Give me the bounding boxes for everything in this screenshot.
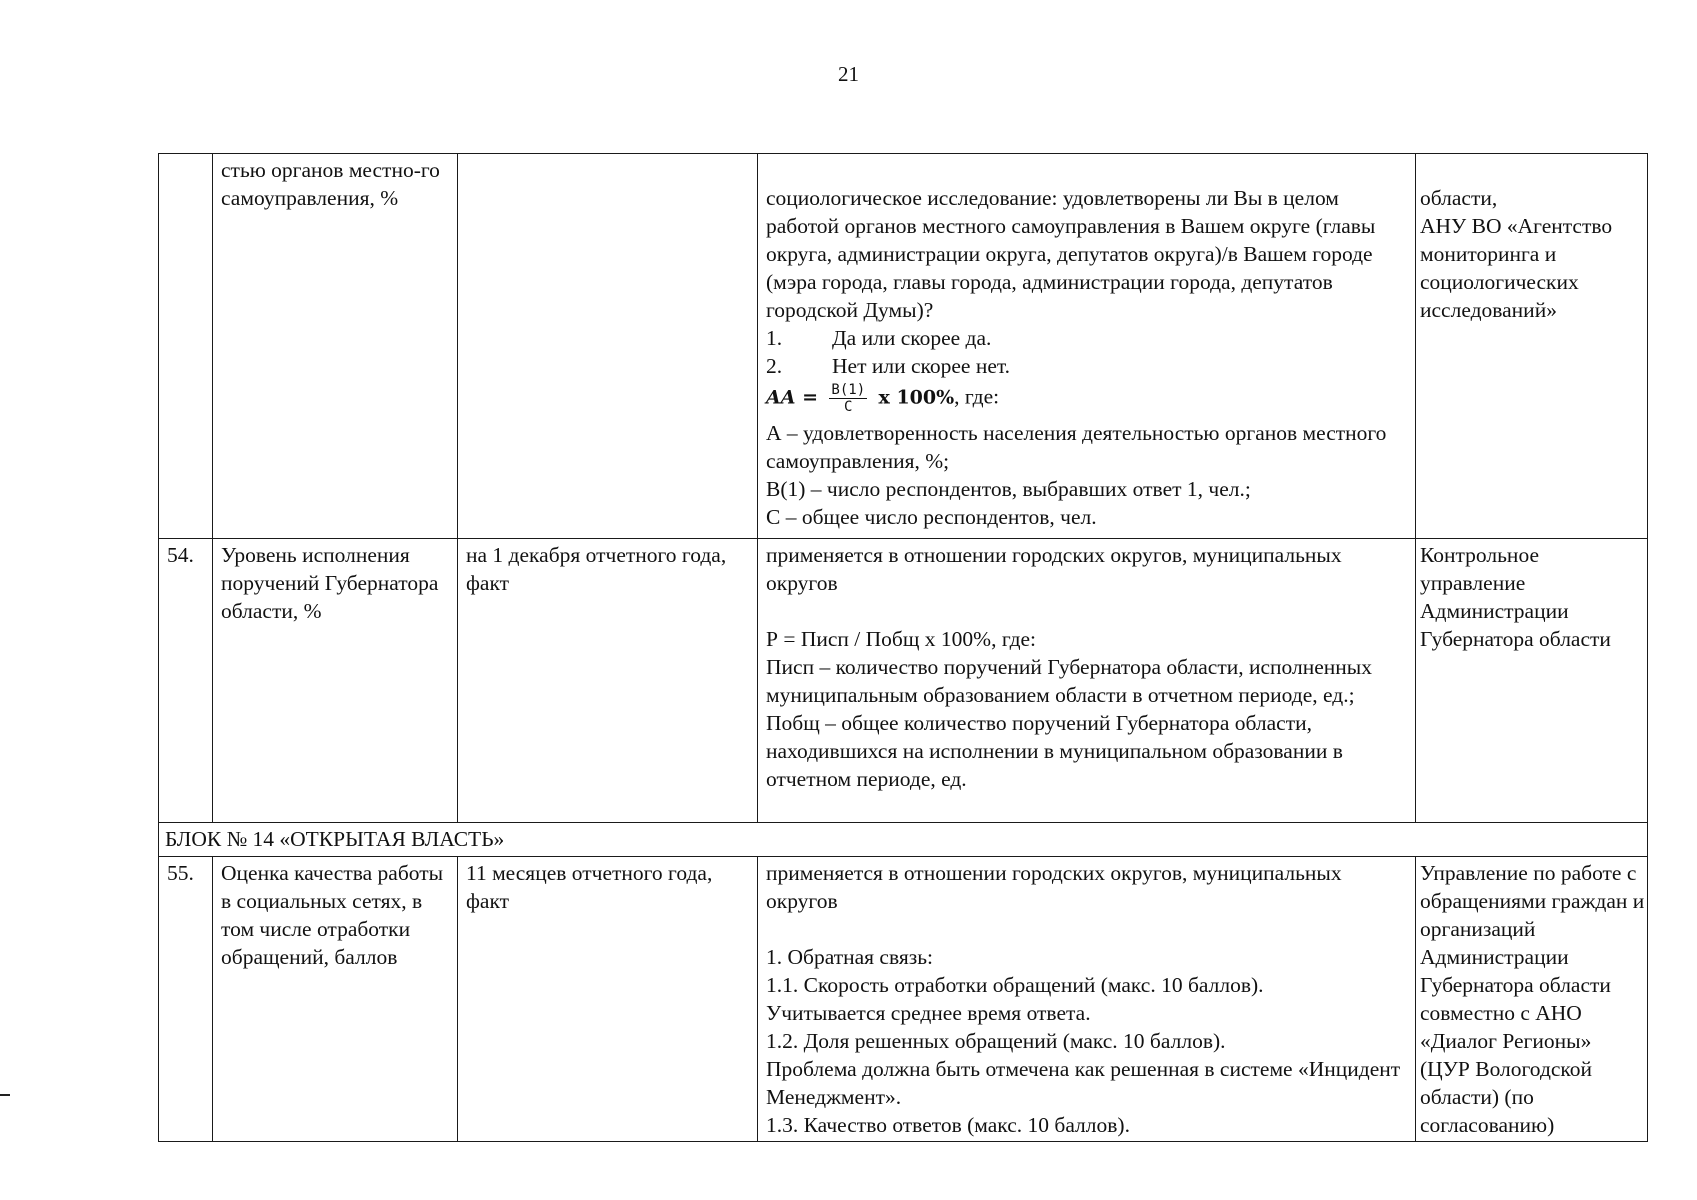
method-line: Проблема должна быть отмечена как решенная в системе «Инцидент Менеджмент». bbox=[766, 1057, 1401, 1109]
source-cell: Управление по работе с обращениями граждан и организаций Администрации Губернатора области совместно с АНО «Диалог Регионы» (ЦУР Вологодской области) (по согласованию) bbox=[1416, 857, 1648, 1142]
method-line: 1.2. Доля решенных обращений (макс. 10 баллов). bbox=[766, 1029, 1226, 1053]
definition: Побщ – общее количество поручений Губернатора области, находившихся на исполнении в муниципальном образовании в отчетном периоде, ед. bbox=[766, 711, 1343, 791]
page-number: 21 bbox=[838, 62, 859, 86]
table-row-55 bbox=[159, 857, 1648, 1142]
block-header-row bbox=[159, 823, 1648, 857]
formula-suffix: , где: bbox=[954, 384, 1000, 409]
indicator-name: Уровень исполнения поручений Губернатора области, % bbox=[213, 539, 458, 823]
period-cell: 11 месяцев отчетного года, факт bbox=[458, 857, 758, 1142]
definition: Писп – количество поручений Губернатора области, исполненных муниципальным образованием области в отчетном периоде, ед.; bbox=[766, 655, 1372, 707]
method-line: 1.3. Качество ответов (макс. 10 баллов). bbox=[766, 1113, 1130, 1137]
source-cell: Контрольное управление Администрации Губернатора области bbox=[1416, 539, 1648, 823]
method-intro: применяется в отношении городских округов, муниципальных округов bbox=[766, 543, 1342, 595]
option-item: 1. Да или скорее да. bbox=[766, 326, 992, 350]
definition: А – удовлетворенность населения деятельностью органов местного самоуправления, %; bbox=[766, 421, 1387, 473]
method-intro: социологическое исследование: удовлетворены ли Вы в целом работой органов местного самоуправления в Вашем округе (главы округа, администрации округа, депутатов округа)/в Вашем городе (мэра города, главы города, администрации города, депутатов городской Думы)? bbox=[766, 186, 1376, 322]
formula: Р = Писп / Побщ х 100%, где: bbox=[766, 627, 1037, 651]
method-line: 1. Обратная связь: bbox=[766, 945, 933, 969]
period-cell bbox=[458, 154, 758, 539]
formula-rhs: x 100% bbox=[878, 386, 955, 409]
method-intro: применяется в отношении городских округов, муниципальных округов bbox=[766, 861, 1342, 913]
table-row-continued bbox=[159, 154, 1648, 539]
block-title: БЛОК № 14 «ОТКРЫТАЯ ВЛАСТЬ» bbox=[159, 823, 1648, 857]
indicators-table bbox=[158, 153, 1648, 1142]
margin-mark bbox=[0, 1094, 10, 1096]
indicator-name bbox=[213, 154, 458, 539]
method-cell bbox=[758, 857, 1416, 1142]
method-cell bbox=[758, 539, 1416, 823]
method-line: 1.1. Скорость отработки обращений (макс. 10 баллов). bbox=[766, 973, 1264, 997]
period-cell: на 1 декабря отчетного года, факт bbox=[458, 539, 758, 823]
method-cell bbox=[758, 154, 1416, 539]
indicator-name: Оценка качества работы в социальных сетях, в том числе отработки обращений, баллов bbox=[213, 857, 458, 1142]
formula-denominator: C bbox=[844, 399, 853, 415]
definition: С – общее число респондентов, чел. bbox=[766, 505, 1097, 529]
source-cell bbox=[1416, 154, 1648, 539]
definition: В(1) – число респондентов, выбравших ответ 1, чел.; bbox=[766, 477, 1251, 501]
row-number: 55. bbox=[159, 857, 213, 1142]
row-number bbox=[159, 154, 213, 539]
formula bbox=[766, 380, 1407, 419]
indicator-text: стью органов местно-го самоуправления, % bbox=[221, 158, 440, 210]
method-line: Учитывается среднее время ответа. bbox=[766, 1001, 1091, 1025]
row-number: 54. bbox=[159, 539, 213, 823]
formula-fraction bbox=[829, 382, 867, 415]
option-item: 2. Нет или скорее нет. bbox=[766, 354, 1011, 378]
source-text: области, АНУ ВО «Агентство мониторинга и социологических исследований» bbox=[1420, 186, 1613, 322]
table-row-54 bbox=[159, 539, 1648, 823]
formula-lhs: AA = bbox=[766, 386, 819, 409]
formula-numerator: B(1) bbox=[831, 382, 866, 398]
